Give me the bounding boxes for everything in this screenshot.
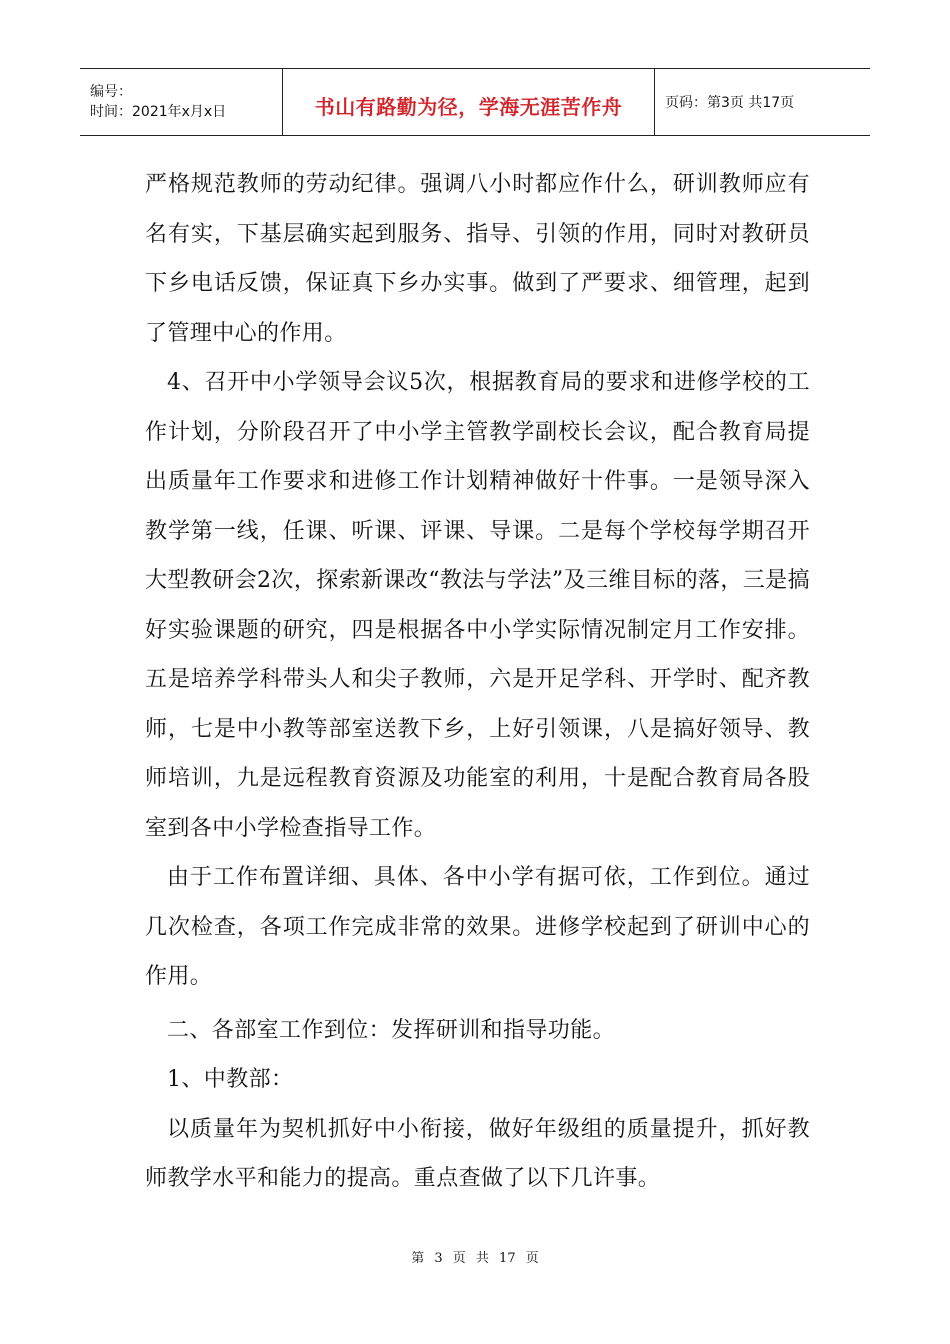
header-page-info: 页码：第3页 共17页	[665, 95, 795, 111]
document-header	[80, 68, 870, 136]
document-body	[145, 160, 810, 1204]
header-motto-cell	[283, 69, 655, 135]
body-paragraph-item-4: 4、召开中小学领导会议5次，根据教育局的要求和进修学校的工作计划，分阶段召开了中小学主管教学副校长会议，配合教育局提出质量年工作要求和进修工作计划精神做好十件事。一是领导深入教学第一线，任课、听课、评课、导课。二是每个学校每学期召开大型教研会2次，探索新课改“教法与学法”及三维目标的落，三是搞好实验课题的研究，四是根据各中小学实际情况制定月工作安排。五是培养学科带头人和尖子教师，六是开足学科、开学时、配齐教师，七是中小教等部室送教下乡，上好引领课，八是搞好领导、教师培训，九是远程教育资源及功能室的利用，十是配合教育局各股室到各中小学检查指导工作。	[145, 370, 810, 841]
section-heading-departments: 二、各部室工作到位：发挥研训和指导功能。	[167, 1017, 616, 1043]
body-paragraph-middle-school: 以质量年为契机抓好中小衔接，做好年级组的质量提升，抓好教师教学水平和能力的提高。重点查做了以下几许事。	[145, 1116, 810, 1191]
body-paragraph-summary: 由于工作布置详细、具体、各中小学有据可依，工作到位。通过几次检查，各项工作完成非常的效果。进修学校起到了研训中心的作用。	[145, 865, 810, 989]
header-page-cell	[655, 69, 870, 135]
document-number-label: 编号：	[90, 84, 132, 100]
subsection-heading-middle-school: 1、中教部：	[167, 1067, 294, 1092]
document-date: 时间：2021年x月x日	[90, 104, 227, 120]
header-meta-cell	[80, 69, 283, 135]
body-paragraph-continuation: 严格规范教师的劳动纪律。强调八小时都应作什么，研训教师应有名有实，下基层确实起到服务、指导、引领的作用，同时对教研员下乡电话反馈，保证真下乡办实事。做到了严要求、细管理，起到了管理中心的作用。	[145, 172, 810, 346]
page-footer: 第 3 页 共 17 页	[411, 1251, 539, 1266]
header-motto: 书山有路勤为径，学海无涯苦作舟	[314, 94, 623, 119]
